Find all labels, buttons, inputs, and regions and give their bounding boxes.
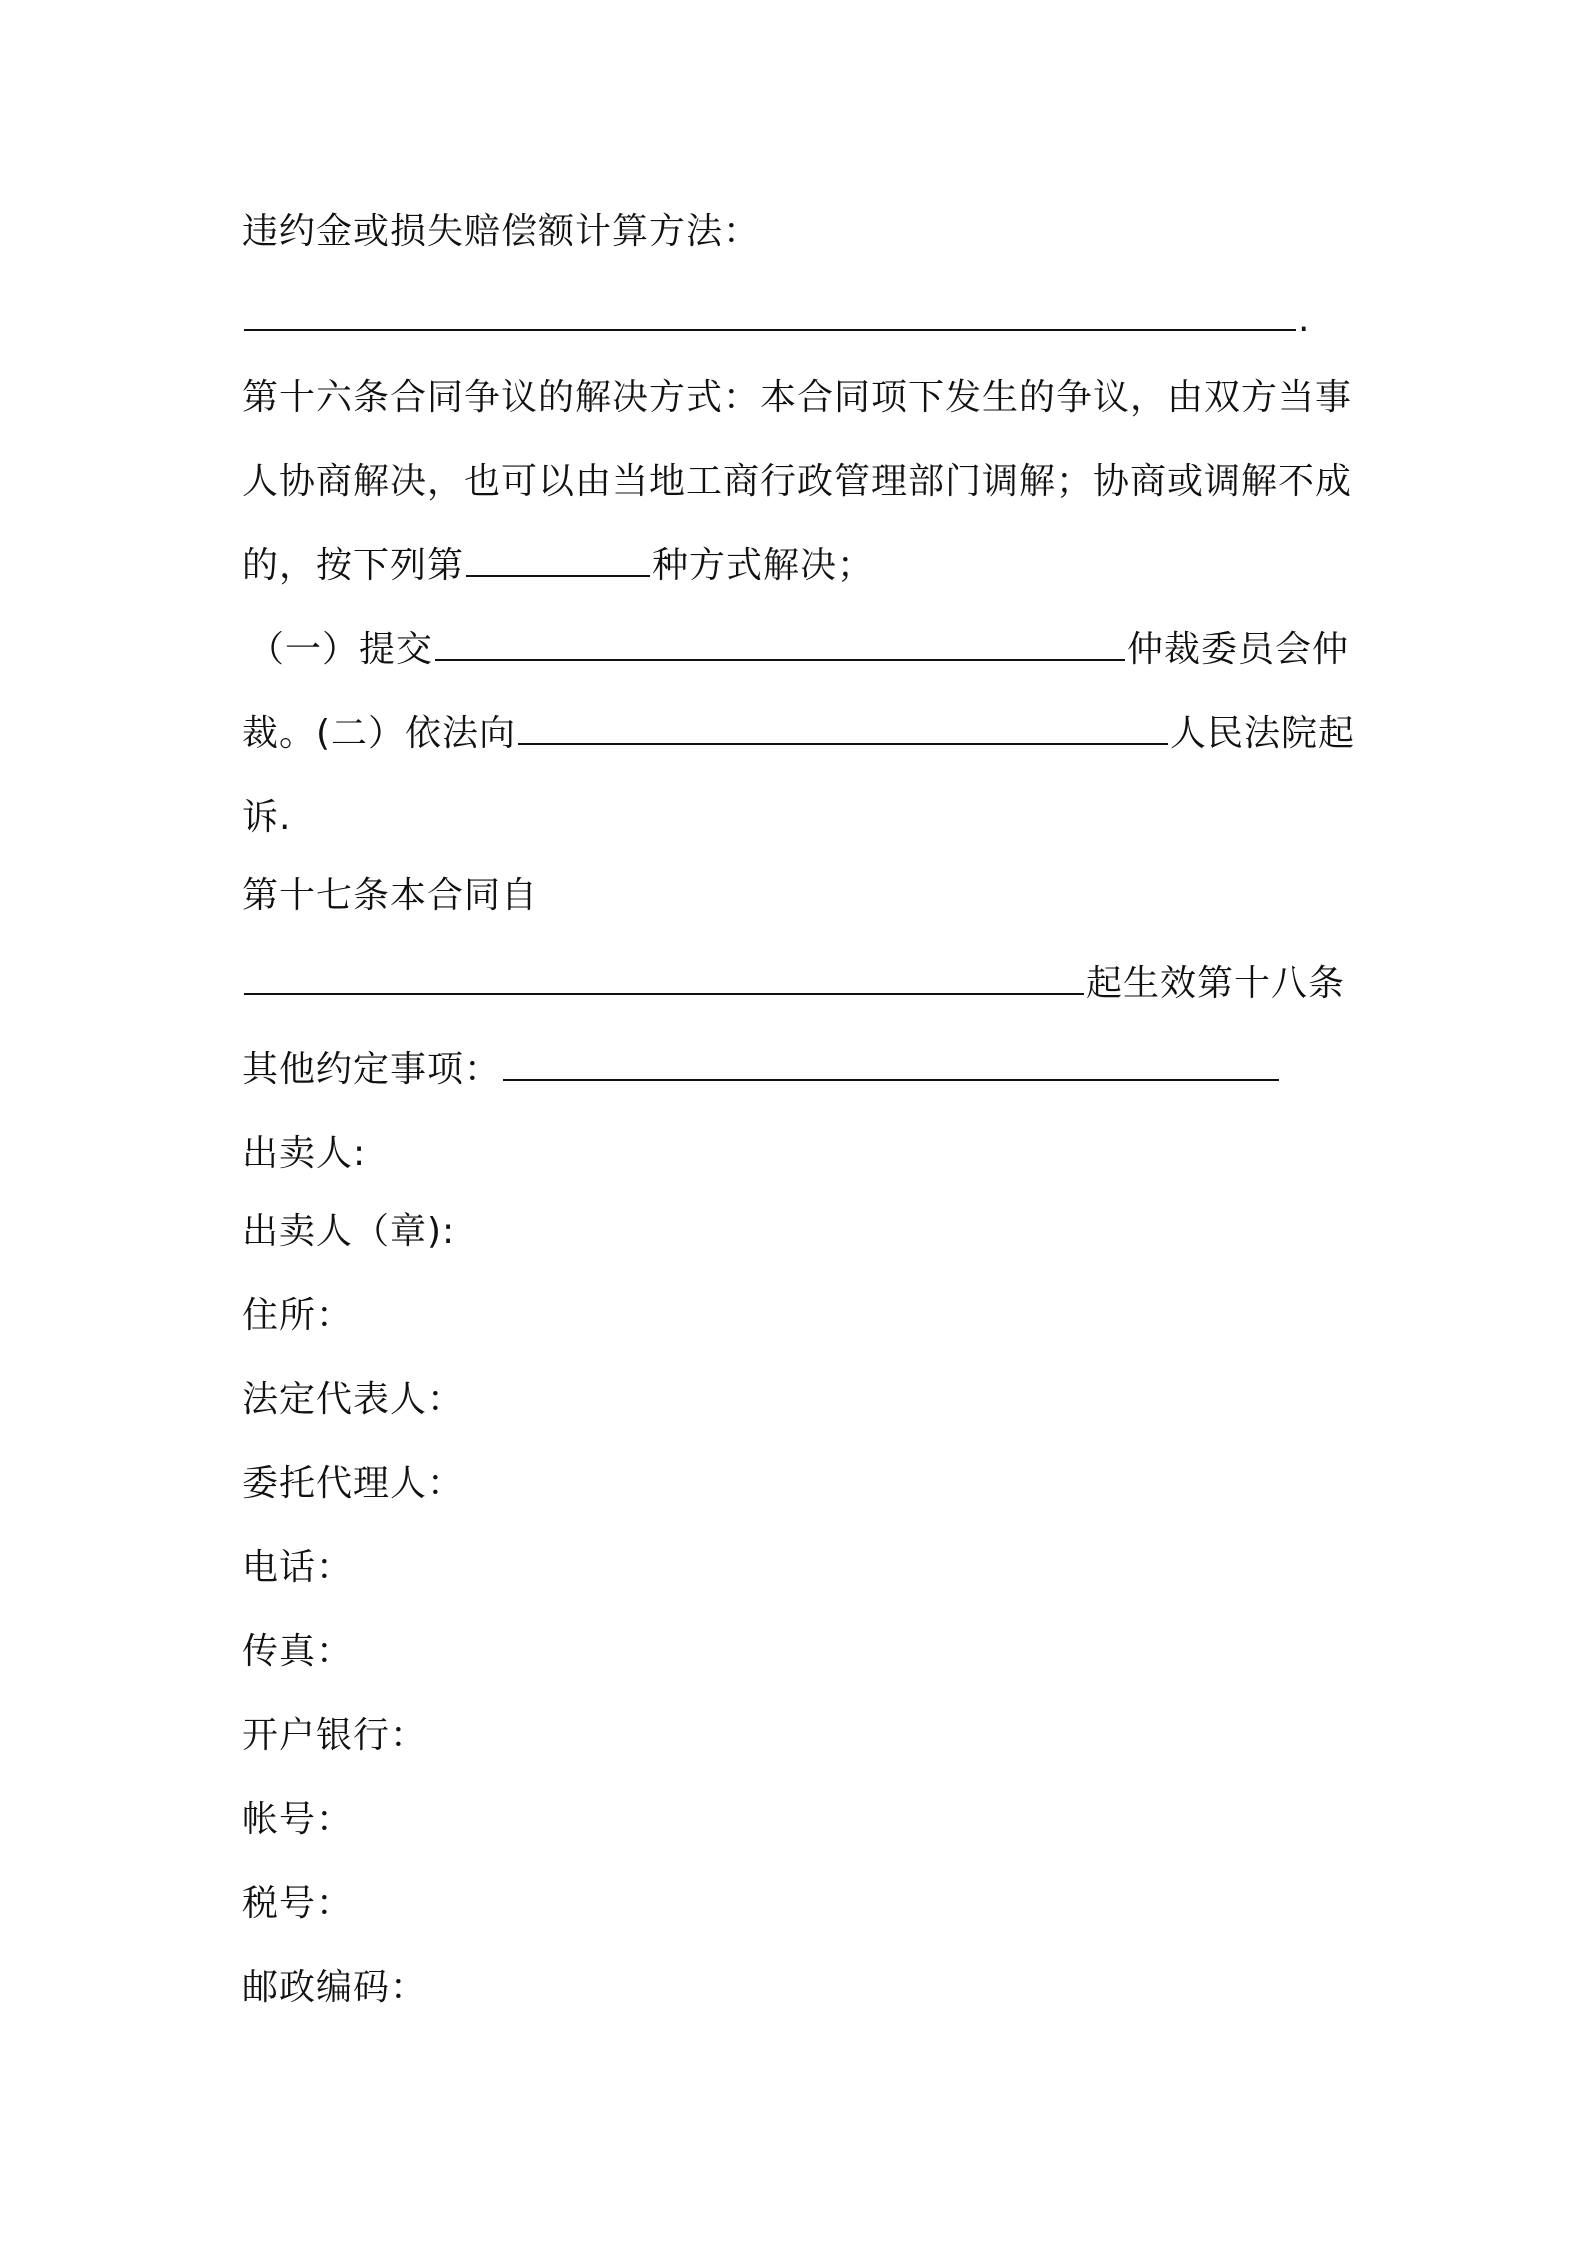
penalty-calculation-blank-line: . — [242, 296, 1310, 344]
penalty-calculation-label: 违约金或损失赔偿额计算方法： — [242, 211, 761, 252]
article-16-line-2: 人协商解决，也可以由当地工商行政管理部门调解；协商或调解不成 — [242, 461, 1353, 502]
option-2-court: 裁。(二）依法向 人民法院起 — [242, 713, 1356, 754]
seller-field-postal-code: 邮政编码： — [242, 1967, 428, 2008]
penalty-blank — [244, 299, 1296, 331]
article-17-line-1: 第十七条本合同自 — [242, 875, 539, 916]
seller-field-address: 住所： — [242, 1295, 354, 1336]
seller-field-fax: 传真： — [242, 1631, 354, 1672]
seller-field-account: 帐号： — [242, 1799, 354, 1840]
court-blank — [518, 713, 1168, 745]
article-16-line-3: 的，按下列第 种方式解决； — [242, 545, 875, 586]
seller-field-legal-representative: 法定代表人： — [242, 1379, 465, 1420]
effective-date-blank — [244, 963, 1084, 995]
method-number-blank — [466, 545, 650, 577]
seller-field-bank: 开户银行： — [242, 1715, 428, 1756]
seller-field-authorized-agent: 委托代理人： — [242, 1463, 465, 1504]
seller-field-seal: 出卖人（章): — [242, 1211, 456, 1252]
article-17-line-2: 起生效第十八条 — [242, 960, 1345, 1008]
other-matters-blank — [503, 1049, 1279, 1081]
seller-field-seller: 出卖人: — [242, 1133, 367, 1174]
arbitration-commission-blank — [435, 629, 1125, 661]
seller-field-tax-id: 税号： — [242, 1883, 354, 1924]
option-1-arbitration: （一）提交 仲裁委员会仲 — [248, 629, 1350, 670]
article-16-line-1: 第十六条合同争议的解决方式：本合同项下发生的争议，由双方当事 — [242, 377, 1353, 418]
option-2-court-end: 诉. — [242, 797, 292, 838]
seller-field-phone: 电话： — [242, 1547, 354, 1588]
article-18-other-matters: 其他约定事项： — [242, 1046, 1281, 1094]
